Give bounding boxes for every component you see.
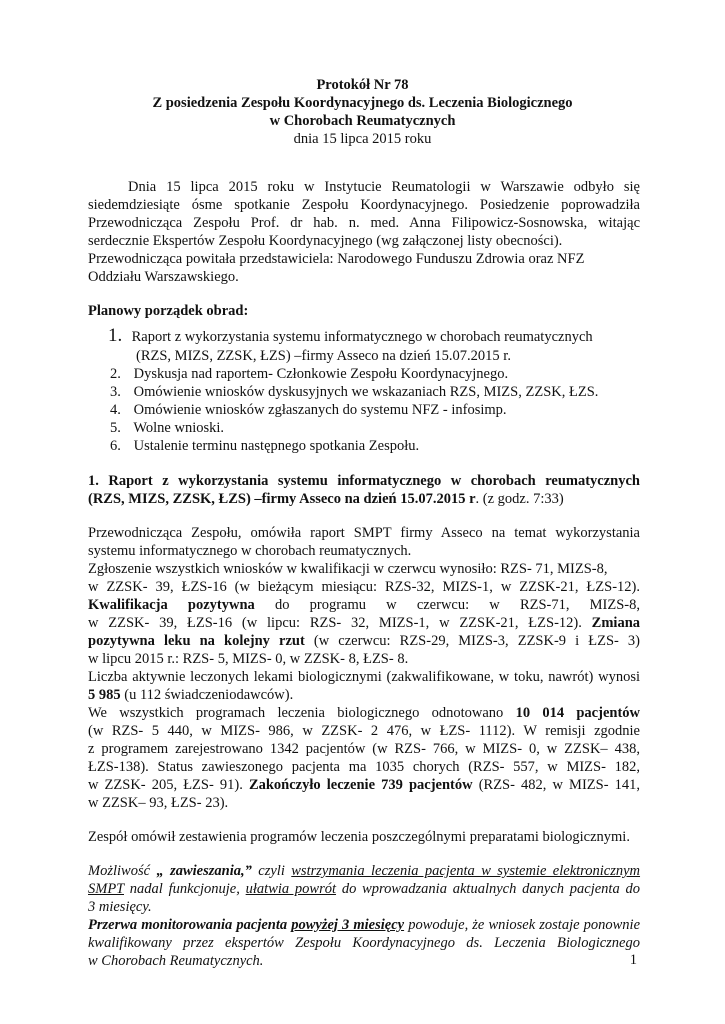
agenda-item-text: Omówienie wniosków zgłaszanych do systemu NFZ - infosimp. bbox=[133, 402, 507, 418]
note-text: czyli bbox=[258, 863, 285, 879]
agenda-item-number: 5. bbox=[110, 420, 121, 436]
agenda-item-number: 3. bbox=[110, 384, 121, 400]
section-heading-tail: . (z godz. 7:33) bbox=[475, 491, 564, 507]
intro-line: Dnia 15 lipca 2015 roku w Instytucie Reumatologii w Warszawie odbyło się bbox=[128, 179, 640, 195]
report-text: w ZZSK- 205, ŁZS- 91). bbox=[88, 777, 243, 793]
document-header bbox=[0, 76, 725, 148]
note-line: w Chorobach Reumatycznych. bbox=[88, 953, 264, 969]
agenda-item-text: Dyskusja nad raportem- Członkowie Zespołu Koordynacyjnego. bbox=[133, 366, 509, 382]
note-underlined: SMPT bbox=[88, 881, 124, 897]
report-line bbox=[88, 596, 640, 614]
report-line: w lipcu 2015 r.: RZS- 5, MIZS- 0, w ZZSK- 8, ŁZS- 8. bbox=[88, 651, 409, 667]
note-line bbox=[88, 916, 640, 934]
report-bold: 5 985 bbox=[88, 687, 121, 703]
agenda-item-text: Omówienie wniosków dyskusyjnych we wskazaniach RZS, MIZS, ZZSK, ŁZS. bbox=[133, 384, 599, 400]
note-bold-underlined: powyżej 3 miesięcy bbox=[291, 917, 405, 933]
section-heading-line-2 bbox=[88, 490, 640, 508]
agenda-item bbox=[110, 419, 662, 437]
note-text: powoduje, że wniosek zostaje ponownie bbox=[408, 917, 641, 933]
note-line bbox=[88, 880, 640, 898]
note-text: do wprowadzania aktualnych danych pacjenta do bbox=[341, 881, 640, 897]
agenda-item-text: Raport z wykorzystania systemu informatycznego w chorobach reumatycznych bbox=[131, 329, 593, 345]
agenda-item bbox=[108, 327, 660, 346]
note-line: kwalifikowany przez ekspertów Zespołu Koordynacyjnego ds. Leczenia Biologicznego bbox=[88, 935, 640, 951]
summary-line: Zespół omówił zestawienia programów leczenia poszczególnymi preparatami biologicznymi. bbox=[88, 829, 630, 845]
report-text: (RZS- 482, w MIZS- 141, bbox=[478, 777, 640, 793]
intro-line: Przewodnicząca powitała przedstawiciela: Narodowego Funduszu Zdrowia oraz NFZ bbox=[88, 251, 585, 267]
section-heading: 1. Raport z wykorzystania systemu informatycznego w chorobach reumatycznych bbox=[88, 473, 640, 489]
report-line: Liczba aktywnie leczonych lekami biologicznymi (zakwalifikowane, w toku, nawrót) wynosi bbox=[88, 669, 640, 685]
protocol-subtitle-2: w Chorobach Reumatycznych bbox=[269, 113, 456, 129]
agenda-item-number: 2. bbox=[110, 366, 121, 382]
note-underlined: wstrzymania leczenia pacjenta w systemie elektronicznym bbox=[291, 863, 641, 879]
report-bold: pozytywna bbox=[187, 597, 255, 613]
report-bold: Zmiana bbox=[591, 615, 641, 631]
report-line bbox=[88, 632, 640, 650]
agenda-heading: Planowy porządek obrad: bbox=[88, 303, 249, 319]
report-bold: Kwalifikacja bbox=[88, 597, 168, 613]
protocol-title: Protokół Nr 78 bbox=[316, 77, 409, 93]
report-bold: Zakończyło leczenie 739 pacjentów bbox=[248, 777, 473, 793]
section-heading-text: (RZS, MIZS, ZZSK, ŁZS) –firmy Asseco na dzień 15.07.2015 r bbox=[88, 491, 476, 507]
intro-line: Przewodnicząca Zespołu Prof. dr hab. n. med. Anna Filipowicz-Sosnowska, witając bbox=[88, 215, 640, 231]
agenda-item-number: 6. bbox=[110, 438, 121, 454]
report-line: ŁZS-138). Status zawieszonego pacjenta ma 1035 chorych (RZS- 557, w MIZS- 182, bbox=[88, 759, 640, 775]
report-text: (w czerwcu: RZS-29, MIZS-3, ZZSK-9 i ŁZS- 3) bbox=[313, 633, 640, 649]
report-line bbox=[88, 686, 640, 704]
report-line: (w RZS- 5 440, w MIZS- 986, w ZZSK- 2 476, w ŁZS- 1112). W remisji zgodnie bbox=[88, 723, 640, 739]
protocol-subtitle: Z posiedzenia Zespołu Koordynacyjnego ds. Leczenia Biologicznego bbox=[152, 95, 573, 111]
report-bold: pozytywna leku na kolejny rzut bbox=[88, 633, 305, 649]
report-line bbox=[88, 614, 640, 632]
report-text: w ZZSK- 39, ŁZS-16 (w lipcu: RZS- 32, MIZS-1, w ZZSK-21, ŁZS-12). bbox=[88, 615, 582, 631]
report-text: do programu w czerwcu: w RZS-71, MIZS-8, bbox=[274, 597, 641, 613]
intro-line: serdecznie Ekspertów Zespołu Koordynacyjnego (wg załączonej listy obecności). bbox=[88, 233, 563, 249]
report-line: z programem zarejestrowano 1342 pacjentów (w RZS- 766, w MIZS- 0, w ZZSK– 438, bbox=[88, 741, 640, 757]
note-line bbox=[88, 862, 640, 880]
note-line: 3 miesięcy. bbox=[88, 899, 152, 915]
agenda-item bbox=[110, 401, 662, 419]
agenda-item-number: 1. bbox=[108, 325, 123, 346]
protocol-date: dnia 15 lipca 2015 roku bbox=[293, 131, 432, 147]
report-line: Zgłoszenie wszystkich wniosków w kwalifikacji w czerwcu wynosiło: RZS- 71, MIZS-8, bbox=[88, 561, 608, 577]
agenda-item bbox=[110, 365, 662, 383]
note-text: Możliwość bbox=[88, 863, 151, 879]
agenda-item-text: Wolne wnioski. bbox=[133, 420, 225, 436]
note-bold: „ zawieszania,” bbox=[156, 863, 252, 879]
report-text: We wszystkich programach leczenia biologicznego odnotowano bbox=[88, 705, 504, 721]
intro-line: siedemdziesiąte ósme spotkanie Zespołu Koordynacyjnego. Posiedzenie poprowadziła bbox=[88, 197, 640, 213]
agenda-item-number: 4. bbox=[110, 402, 121, 418]
report-text: (u 112 świadczeniodawców). bbox=[120, 687, 294, 703]
agenda-item bbox=[110, 383, 662, 401]
report-line: Przewodnicząca Zespołu, omówiła raport SMPT firmy Asseco na temat wykorzystania bbox=[88, 525, 640, 541]
intro-line: Oddziału Warszawskiego. bbox=[88, 269, 239, 285]
note-bold: Przerwa monitorowania pacjenta bbox=[88, 917, 288, 933]
note-underlined: ułatwia powrót bbox=[245, 881, 337, 897]
page-number: 1 bbox=[629, 952, 637, 968]
agenda-item bbox=[110, 437, 662, 455]
report-line bbox=[88, 704, 640, 722]
agenda-item-text: Ustalenie terminu następnego spotkania Zespołu. bbox=[133, 438, 420, 454]
report-line bbox=[88, 776, 640, 794]
report-bold: 10 014 pacjentów bbox=[515, 705, 640, 721]
report-line: w ZZSK- 39, ŁZS-16 (w bieżącym miesiącu: RZS-32, MIZS-1, w ZZSK-21, ŁZS-12). bbox=[88, 579, 640, 595]
agenda-item-continuation: (RZS, MIZS, ZZSK, ŁZS) –firmy Asseco na dzień 15.07.2015 r. bbox=[136, 348, 511, 364]
note-text: nadal funkcjonuje, bbox=[129, 881, 240, 897]
report-line: systemu informatycznego w chorobach reumatycznych. bbox=[88, 543, 412, 559]
report-line: w ZZSK– 93, ŁZS- 23). bbox=[88, 795, 229, 811]
